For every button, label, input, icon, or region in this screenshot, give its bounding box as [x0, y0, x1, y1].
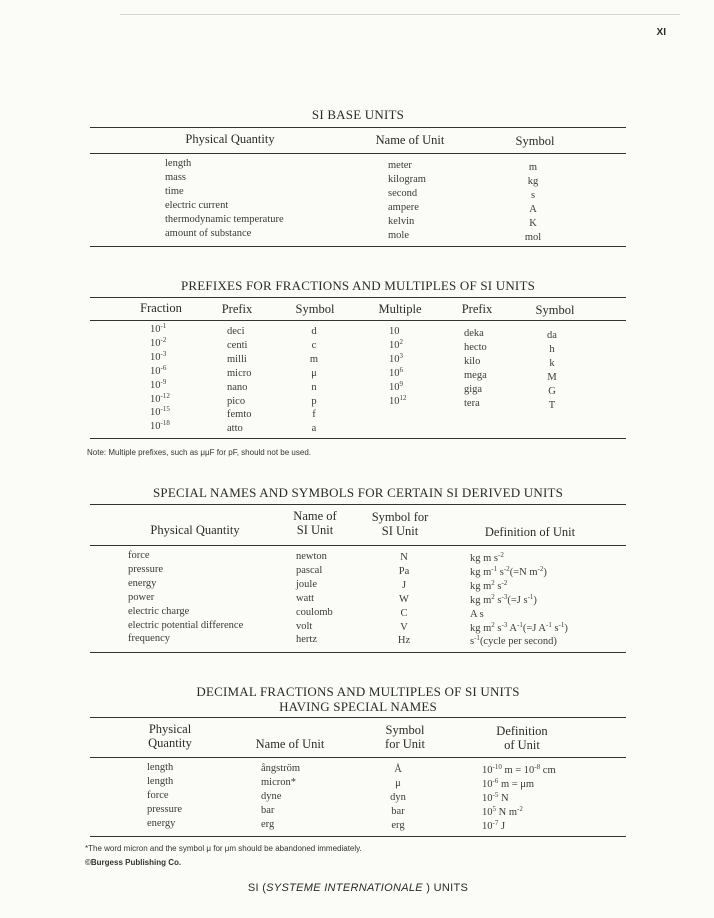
decimal-unit-name: ångström — [261, 763, 301, 774]
derived-quantity: electric charge — [128, 605, 190, 617]
definition-erg: $10^{-7}$ J — [482, 818, 506, 832]
multiple-prefix: hecto — [464, 341, 487, 353]
fraction-column — [150, 323, 170, 434]
decimal-unit-symbol: dyn — [390, 791, 406, 803]
derived-header-symbol: Symbol for SI Unit — [371, 510, 429, 539]
derived-unit-symbol: C — [400, 607, 408, 619]
definition-newton: kg m $s^{-2}$ — [470, 551, 504, 564]
derived-quantity: pressure — [128, 563, 163, 575]
derived-bottom-rule — [90, 652, 626, 653]
prefixes-header-rule — [90, 320, 626, 321]
base-unit-symbol: s — [530, 189, 536, 201]
fraction-prefix: pico — [227, 395, 246, 407]
fraction-value: $10^{-2}$ — [150, 335, 167, 349]
prefix-header-symbol-2: Symbol — [535, 303, 575, 317]
base-unit-name: second — [388, 187, 418, 199]
base-units-header-rule — [90, 153, 626, 154]
base-symbol-column — [510, 161, 556, 244]
decimal-quantity: energy — [147, 817, 176, 829]
base-units-title: SI BASE UNITS — [311, 107, 405, 122]
derived-quantity: frequency — [128, 633, 170, 645]
page-footer: SI (SYSTEME INTERNATIONALE ) UNITS — [247, 882, 469, 894]
definition-hertz: $s^{-1}(cycle$ per second) — [470, 634, 557, 648]
prefixes-title: PREFIXES FOR FRACTIONS AND MULTIPLES OF SI UNITS — [180, 278, 536, 293]
base-quantity: amount of substance — [165, 227, 252, 239]
decimal-unit-symbol: erg — [391, 819, 405, 831]
derived-unit-symbol: V — [400, 621, 408, 633]
derived-name-column — [296, 550, 333, 647]
decimal-unit-symbol: Å — [394, 764, 402, 775]
page-number: XI — [656, 27, 666, 38]
decimal-unit-name: micron* — [261, 776, 296, 788]
base-unit-symbol: mol — [524, 231, 542, 243]
base-unit-symbol: K — [529, 217, 537, 229]
derived-unit-symbol: Pa — [398, 565, 410, 577]
derived-unit-name: coulomb — [296, 606, 333, 618]
derived-unit-name: hertz — [296, 634, 317, 646]
derived-header-definition: Definition of Unit — [484, 525, 576, 539]
multiple-symbol: M — [547, 371, 557, 383]
multiple-symbol: G — [548, 385, 556, 397]
multiple-value: $10^{12}$ — [389, 393, 407, 407]
prefix-header-prefix: Prefix — [221, 302, 253, 316]
prefix-note: Note: Multiple prefixes, such as μμF for pF, should not be used. — [87, 448, 311, 457]
prefix-header-multiple: Multiple — [378, 302, 422, 316]
decimal-unit-symbol: bar — [391, 805, 405, 817]
decimal-definition-column — [482, 764, 556, 834]
base-name-column — [388, 159, 426, 242]
derived-top-rule — [90, 504, 626, 505]
fraction-value: $10^{-3}$ — [150, 349, 167, 363]
definition-volt: kg $m^2$ $s^{-3}$ $A^{-1}(=J$ $A^{-1}$ $s^{-1}$) — [470, 620, 568, 634]
fraction-value: $10^{-18}$ — [150, 419, 170, 433]
derived-unit-name: pascal — [296, 564, 323, 576]
prefix-header-symbol: Symbol — [295, 302, 335, 316]
prefixes-bottom-rule — [90, 438, 626, 439]
multiple-column — [389, 325, 407, 408]
derived-quantity: power — [128, 591, 155, 603]
fraction-prefix: micro — [227, 367, 252, 379]
derived-unit-name: newton — [296, 551, 327, 562]
fraction-prefix-column — [227, 325, 252, 436]
fraction-prefix: deci — [227, 326, 245, 337]
derived-unit-name: watt — [296, 592, 315, 604]
fraction-value: $10^{-12}$ — [150, 391, 170, 405]
decimal-bottom-rule — [90, 836, 626, 837]
base-quantity-column — [165, 157, 284, 240]
fraction-prefix: atto — [227, 423, 243, 435]
multiple-prefix: mega — [464, 369, 487, 381]
decimal-symbol-column — [383, 763, 413, 833]
decimal-quantity: pressure — [147, 803, 182, 815]
base-quantity: time — [165, 185, 184, 197]
definition-angstrom: $10^{-10}$ $m = 10^{-8}$ cm — [482, 763, 556, 776]
base-unit-name: kilogram — [388, 173, 426, 185]
derived-quantity: energy — [128, 577, 157, 589]
base-header-quantity: Physical Quantity — [185, 132, 275, 146]
fraction-value: $10^{-15}$ — [150, 405, 170, 419]
derived-header-name: Name of SI Unit — [293, 509, 337, 538]
fraction-prefix: femto — [227, 409, 252, 421]
derived-units-title: SPECIAL NAMES AND SYMBOLS FOR CERTAIN SI DERIVED UNITS — [152, 485, 564, 500]
decimal-header-name: Name of Unit — [255, 737, 325, 751]
copyright-notice: ©Burgess Publishing Co. — [85, 858, 182, 867]
multiple-value: $10^3$ — [389, 351, 403, 365]
base-unit-name: meter — [388, 160, 412, 171]
base-units-top-rule — [90, 127, 626, 128]
base-quantity: thermodynamic temperature — [165, 213, 284, 225]
decimal-quantity: force — [147, 789, 169, 801]
definition-micron: $10^{-6}$ m = μm — [482, 776, 535, 790]
decimal-quantity-column — [147, 761, 182, 831]
derived-unit-symbol: W — [399, 593, 409, 605]
multiple-symbol: da — [547, 330, 557, 341]
multiple-symbol: h — [549, 343, 555, 355]
derived-unit-name: joule — [296, 578, 317, 590]
decimal-name-column — [261, 762, 300, 832]
derived-header-rule — [90, 545, 626, 546]
fraction-symbol: f — [312, 409, 316, 421]
base-unit-name: kelvin — [388, 215, 415, 227]
derived-unit-symbol: J — [401, 579, 407, 591]
base-unit-name: mole — [388, 229, 409, 241]
micron-footnote: *The word micron and the symbol μ for μm should be abandoned immediately. — [85, 844, 362, 853]
decimal-unit-name: erg — [261, 818, 275, 830]
multiple-symbol-column — [540, 329, 564, 412]
fraction-symbol: n — [311, 381, 317, 393]
derived-quantity-column — [128, 549, 243, 646]
multiple-value: $10^6$ — [389, 365, 403, 379]
fraction-symbol: m — [309, 353, 319, 365]
decimal-unit-name: bar — [261, 804, 275, 816]
multiple-prefix: kilo — [464, 355, 481, 367]
decimal-top-rule — [90, 717, 626, 718]
fraction-prefix: centi — [227, 339, 248, 351]
base-unit-symbol: A — [529, 203, 537, 215]
multiple-value: 10 — [389, 326, 400, 337]
fraction-prefix: milli — [227, 353, 247, 365]
decimal-unit-name: dyne — [261, 790, 282, 802]
decimal-header-symbol: Symbol for Unit — [385, 723, 425, 752]
fraction-value: $10^{-1}$ — [150, 322, 167, 335]
base-quantity: mass — [165, 171, 186, 183]
definition-bar: $10^5$ N $m^{-2}$ — [482, 804, 523, 818]
prefix-header-fraction: Fraction — [140, 301, 182, 315]
base-header-name: Name of Unit — [375, 133, 445, 147]
fraction-prefix: nano — [227, 381, 248, 393]
definition-joule: kg $m^2$ $s^{-2}$ — [470, 578, 508, 592]
base-unit-symbol: kg — [527, 175, 539, 187]
base-unit-symbol: m — [528, 162, 538, 173]
derived-definition-column — [470, 552, 568, 649]
base-units-bottom-rule — [90, 246, 626, 247]
fraction-symbol: μ — [311, 367, 317, 379]
derived-symbol-column — [392, 551, 416, 648]
decimal-header-rule — [90, 757, 626, 758]
definition-dyne: $10^{-5}$ N — [482, 790, 509, 804]
derived-unit-name: volt — [296, 620, 313, 632]
prefix-header-prefix-2: Prefix — [461, 302, 493, 316]
multiple-prefix: tera — [464, 397, 480, 409]
derived-quantity: electric potential difference — [128, 619, 244, 631]
decimal-quantity: length — [147, 762, 174, 773]
multiple-prefix: giga — [464, 383, 483, 395]
fraction-symbol: a — [311, 423, 317, 435]
prefixes-top-rule — [90, 297, 626, 298]
multiple-value: $10^9$ — [389, 379, 403, 393]
decimal-unit-symbol: μ — [395, 777, 401, 789]
definition-coulomb: A s — [470, 608, 484, 620]
multiple-symbol: T — [548, 399, 556, 411]
derived-header-quantity: Physical Quantity — [150, 523, 240, 537]
fraction-symbol: p — [311, 395, 317, 407]
definition-pascal: kg $m^{-1}$ $s^{-2}(=N$ $m^{-2}$) — [470, 564, 547, 578]
fraction-value: $10^{-6}$ — [150, 363, 167, 377]
fraction-symbol-column — [304, 325, 324, 436]
multiple-prefix-column — [464, 327, 487, 410]
derived-quantity: force — [128, 550, 150, 561]
decimal-title: DECIMAL FRACTIONS AND MULTIPLES OF SI UNITS HAVING SPECIAL NAMES — [196, 684, 520, 714]
definition-watt: kg $m^2$ $s^{-3}(=J$ $s^{-1}$) — [470, 592, 537, 606]
multiple-prefix: deka — [464, 328, 484, 339]
scan-edge-line — [120, 14, 680, 15]
fraction-symbol: d — [311, 326, 317, 337]
decimal-quantity: length — [147, 775, 174, 787]
derived-unit-symbol: Hz — [397, 635, 411, 647]
derived-unit-symbol: N — [400, 552, 408, 563]
fraction-symbol: c — [311, 339, 317, 351]
base-quantity: electric current — [165, 199, 229, 211]
base-header-symbol: Symbol — [515, 134, 555, 148]
multiple-value: $10^2$ — [389, 337, 403, 351]
multiple-symbol: k — [549, 357, 555, 369]
decimal-header-quantity: Physical Quantity — [148, 722, 192, 751]
fraction-value: $10^{-9}$ — [150, 377, 167, 391]
decimal-header-definition: Definition of Unit — [496, 724, 548, 753]
base-quantity: length — [165, 158, 192, 169]
base-unit-name: ampere — [388, 201, 419, 213]
